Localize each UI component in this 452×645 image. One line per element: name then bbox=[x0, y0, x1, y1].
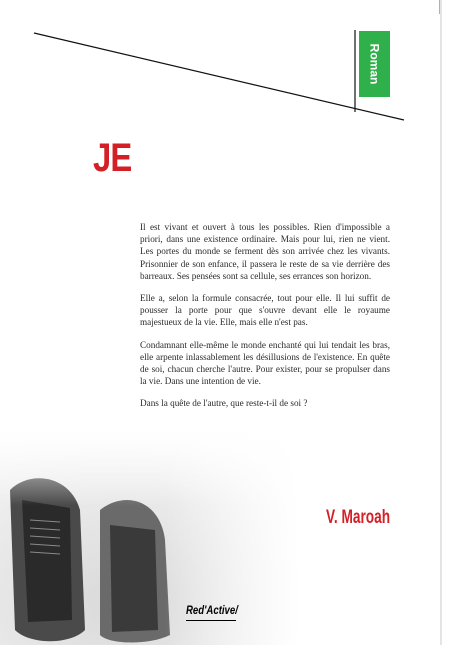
publisher-logo: Red'Active/ bbox=[186, 603, 238, 617]
blurb-paragraph-4: Dans la quête de l'autre, que reste-t-il de soi ? bbox=[140, 398, 308, 409]
blurb-paragraph-3: Condamnant elle-même le monde enchanté qui lui tendait les bras, elle arpente inlassablement les désillusions de l'existence. En quête de soi, chacun cherche l'autre. Pour exister, pour se propulser dans la vie. Dans une intention de vie. bbox=[140, 339, 390, 387]
ski-boots-photo bbox=[0, 430, 300, 645]
genre-label: Roman bbox=[367, 43, 382, 85]
diagonal-rule bbox=[34, 33, 404, 120]
blurb-text bbox=[140, 221, 390, 420]
blurb-paragraph-1: Il est vivant et ouvert à tous les possibles. Rien d'impossible a priori, dans une existence ordinaire. Mais pour lui, rien ne vient. Les portes du monde se ferment dès son arrivée chez les vivants. Prisonnier de son enfance, il passera le reste de sa vie derrière des barreaux. Ses pensées sont sa cellule, ses errances son horizon. bbox=[140, 222, 390, 281]
author-name: V. Maroah bbox=[326, 507, 391, 528]
publisher-underline bbox=[186, 620, 236, 621]
blurb-paragraph-2: Elle a, selon la formule consacrée, tout pour elle. Il lui suffit de pousser la porte pour que s'ouvre devant elle le royaume majestueux de la vie. Elle, mais elle n'est pas. bbox=[140, 293, 390, 328]
genre-tab bbox=[359, 31, 390, 97]
book-title: JE bbox=[93, 136, 132, 180]
